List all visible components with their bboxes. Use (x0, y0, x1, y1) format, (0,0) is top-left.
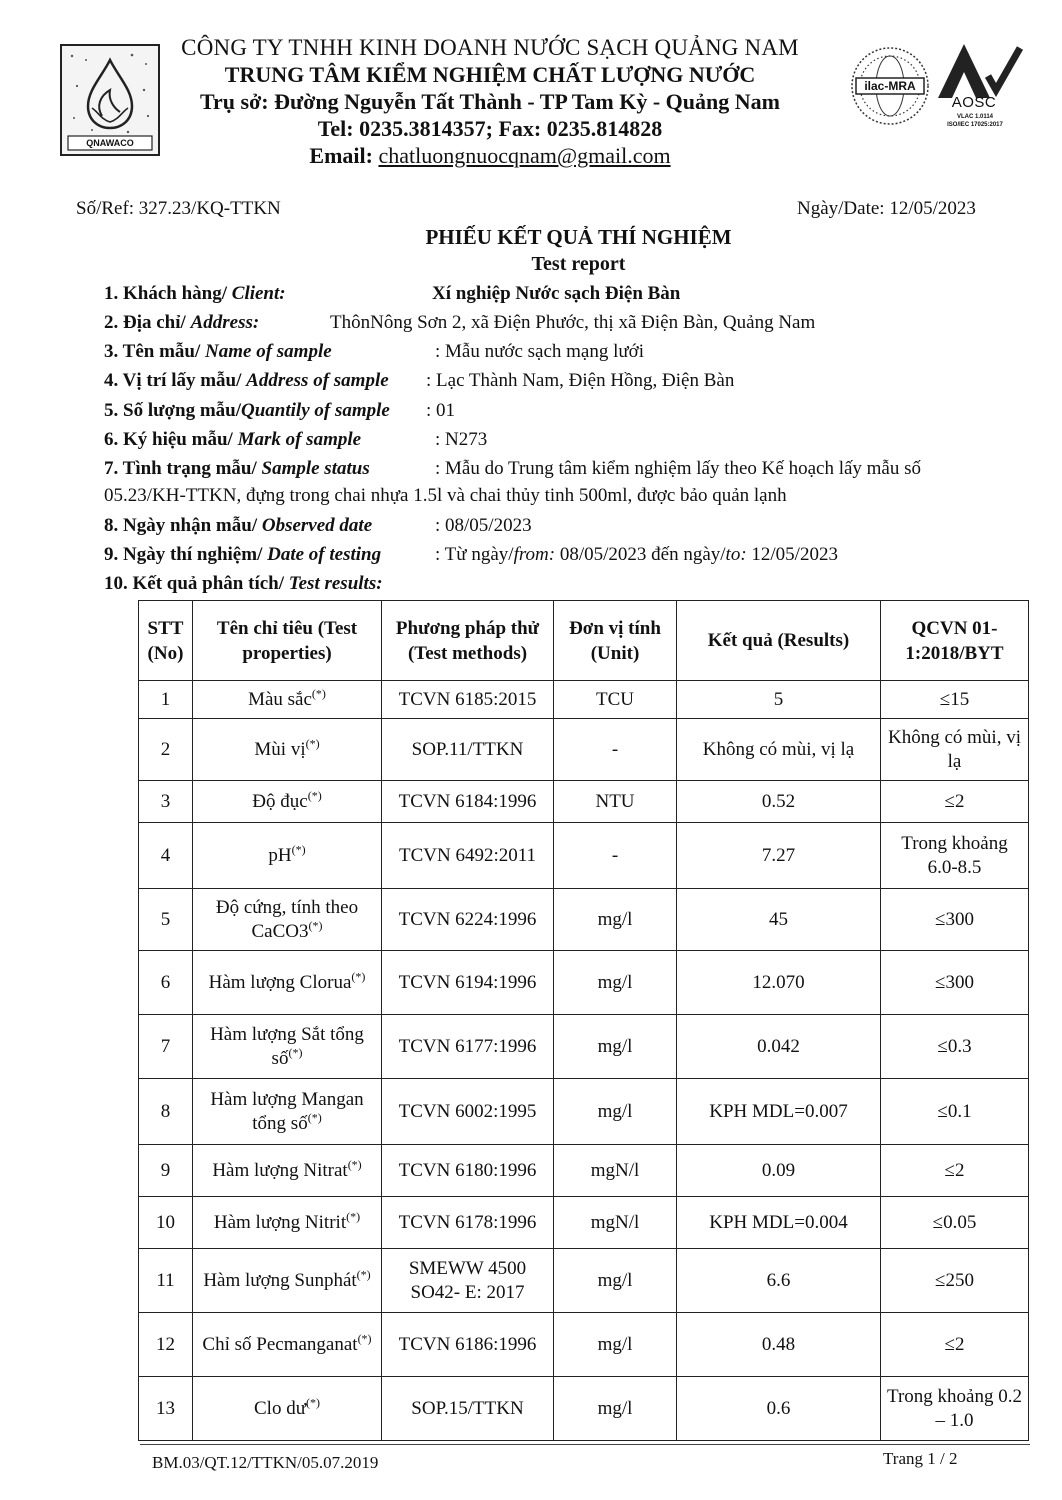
report-subtitle: Test report (531, 253, 626, 275)
table-row (139, 681, 1029, 719)
sample-name-label-en: Name of sample (205, 341, 332, 362)
cell-method (382, 1145, 554, 1197)
cell-name-text: Hàm lượng Clorua (208, 971, 352, 993)
cell-no-text: 11 (156, 1269, 175, 1291)
cell-method (382, 1079, 554, 1145)
letterhead (160, 34, 820, 169)
cell-method-text: TCVN 6186:1996 (398, 1333, 537, 1355)
accredited-marker: (*) (288, 1045, 303, 1060)
cell-unit-text: mgN/l (590, 1211, 640, 1233)
accredited-marker: (*) (351, 969, 366, 984)
cell-unit-text: - (611, 738, 619, 760)
info-address (104, 312, 816, 334)
received-value: : 08/05/2023 (435, 515, 532, 536)
cell-name (193, 1377, 382, 1441)
sample-name-value: : Mẫu nước sạch mạng lưới (435, 341, 645, 362)
client-value: Xí nghiệp Nước sạch Điện Bàn (432, 283, 681, 304)
table-row (139, 1377, 1029, 1441)
cell-name-text: Hàm lượng Sunphát (203, 1269, 357, 1291)
header-name (193, 601, 382, 681)
cell-unit (554, 1313, 677, 1377)
header-qcvn (881, 601, 1029, 681)
cell-method (382, 823, 554, 889)
testing-label: 9. Ngày thí nghiệm/ (104, 544, 268, 565)
cell-name-text: Hàm lượng Mangan tổng số (210, 1088, 364, 1134)
cell-method (382, 681, 554, 719)
cell-name (193, 889, 382, 951)
cell-name (193, 1145, 382, 1197)
received-label: 8. Ngày nhận mẫu/ (104, 515, 262, 536)
cell-unit-text: - (611, 844, 619, 866)
testing-label-en: Date of testing (267, 544, 382, 565)
aosc-triangle-icon (934, 40, 1024, 102)
cell-limit (881, 1145, 1029, 1197)
cell-result (677, 823, 881, 889)
cell-no-text: 7 (160, 1035, 171, 1057)
quantity-label: 5. Số lượng mẫu/ (104, 400, 242, 421)
results-table (138, 600, 1029, 1441)
cell-limit-text: ≤300 (935, 971, 974, 993)
accredited-marker: (*) (356, 1267, 371, 1282)
cell-name-text: Độ đục (252, 790, 308, 812)
cell-no (139, 1079, 193, 1145)
cell-unit (554, 681, 677, 719)
table-row (139, 1249, 1029, 1313)
footer-divider (140, 1444, 1030, 1445)
cell-result-text: 0.52 (761, 790, 796, 812)
page-number: Trang 1 / 2 (883, 1449, 958, 1468)
cell-limit (881, 823, 1029, 889)
cell-unit-text: mg/l (597, 1397, 633, 1419)
cell-no-text: 3 (160, 790, 171, 812)
table-row (139, 781, 1029, 823)
cell-method-text: TCVN 6177:1996 (398, 1035, 537, 1057)
cell-method-text: SOP.11/TTKN (411, 738, 524, 760)
cell-unit-text: mgN/l (590, 1159, 640, 1181)
table-row (139, 1313, 1029, 1377)
cell-method-text: TCVN 6492:2011 (398, 844, 537, 866)
cell-result-text: 6.6 (766, 1269, 791, 1291)
header-stt-text: STT (No) (147, 617, 184, 664)
testing-to-date: 12/05/2023 (746, 544, 838, 565)
cell-limit (881, 1079, 1029, 1145)
table-row (139, 823, 1029, 889)
reference-number: Số/Ref: 327.23/KQ-TTKN (76, 198, 281, 219)
email-label: Email: (309, 143, 379, 168)
form-code: BM.03/QT.12/TTKN/05.07.2019 (152, 1453, 379, 1472)
location-value: : Lạc Thành Nam, Điện Hồng, Điện Bàn (426, 370, 735, 391)
cell-result-text: 0.09 (761, 1159, 796, 1181)
header-method-text: Phương pháp thử (Test methods) (395, 617, 540, 664)
header-result-text: Kết quả (Results) (707, 630, 850, 651)
cell-unit-text: mg/l (597, 971, 633, 993)
accredited-marker: (*) (346, 1209, 361, 1224)
cell-result-text: 5 (773, 688, 784, 710)
info-mark (104, 429, 488, 451)
email-link[interactable]: chatluongnuocqnam@gmail.com (378, 143, 671, 168)
results-label-en: Test results: (288, 573, 383, 594)
cell-no (139, 781, 193, 823)
cell-name-text: Hàm lượng Sắt tổng số (210, 1023, 364, 1069)
cell-limit-text: ≤2 (944, 790, 965, 812)
accredited-marker: (*) (311, 686, 326, 701)
client-label: 1. Khách hàng/ (104, 283, 232, 304)
cell-unit (554, 1079, 677, 1145)
cell-limit-text: Không có mùi, vị lạ (888, 726, 1021, 772)
cell-limit-text: ≤2 (944, 1333, 965, 1355)
cell-method-text: TCVN 6002:1995 (398, 1100, 537, 1122)
results-body (139, 681, 1029, 1441)
report-date: Ngày/Date: 12/05/2023 (797, 198, 976, 219)
cell-result-text: Không có mùi, vị lạ (702, 738, 855, 760)
cell-result (677, 1145, 881, 1197)
cell-unit-text: mg/l (597, 1269, 633, 1291)
testing-to-label: to: (725, 544, 747, 565)
cell-name-text: pH (268, 844, 292, 866)
testing-from-date: 08/05/2023 đến ngày/ (555, 544, 726, 565)
header-result (677, 601, 881, 681)
mark-label: 6. Ký hiệu mẫu/ (104, 429, 238, 450)
cell-unit-text: NTU (595, 790, 635, 812)
accredited-marker: (*) (307, 788, 322, 803)
cell-limit (881, 1249, 1029, 1313)
cell-result (677, 1015, 881, 1079)
cell-unit (554, 1145, 677, 1197)
cell-no-text: 8 (160, 1100, 171, 1122)
accredited-marker: (*) (347, 1157, 362, 1172)
address-label: 2. Địa chỉ/ (104, 312, 191, 333)
location-label-en: Address of sample (246, 370, 389, 391)
cell-name (193, 1079, 382, 1145)
table-row (139, 719, 1029, 781)
cell-name (193, 681, 382, 719)
address-value: ThônNông Sơn 2, xã Điện Phước, thị xã Điện Bàn, Quảng Nam (330, 312, 816, 333)
cell-result (677, 1377, 881, 1441)
accredited-marker: (*) (357, 1331, 372, 1346)
email-line (160, 142, 820, 169)
header-stt (139, 601, 193, 681)
cell-limit (881, 719, 1029, 781)
cell-method (382, 1015, 554, 1079)
aosc-logo (934, 40, 1024, 136)
logo-caption: QNAWACO (86, 138, 134, 148)
cell-result (677, 719, 881, 781)
info-status (104, 458, 922, 480)
cell-method-text: TCVN 6224:1996 (398, 908, 537, 930)
cell-method (382, 781, 554, 823)
status-label: 7. Tình trạng mẫu/ (104, 458, 262, 479)
cell-limit-text: ≤250 (935, 1269, 974, 1291)
cell-unit-text: mg/l (597, 1100, 633, 1122)
cell-limit (881, 1015, 1029, 1079)
table-header-row (139, 601, 1029, 681)
info-sample-name (104, 341, 645, 363)
cell-no-text: 4 (160, 844, 171, 866)
cell-no-text: 13 (156, 1397, 175, 1419)
cell-no (139, 1197, 193, 1249)
cell-unit (554, 889, 677, 951)
cell-no (139, 1313, 193, 1377)
quantity-value: : 01 (426, 400, 456, 421)
cell-no (139, 1015, 193, 1079)
cell-method (382, 1249, 554, 1313)
sample-name-label: 3. Tên mẫu/ (104, 341, 206, 362)
ilac-text: ilac-MRA (864, 79, 916, 93)
cell-method (382, 1313, 554, 1377)
cell-result (677, 889, 881, 951)
table-row (139, 1197, 1029, 1249)
cell-method (382, 719, 554, 781)
company-logo (60, 44, 160, 156)
aosc-text: AOSC (951, 94, 997, 111)
cell-result (677, 681, 881, 719)
table-row (139, 889, 1029, 951)
header-method (382, 601, 554, 681)
cell-no-text: 12 (156, 1333, 175, 1355)
client-label-en: Client: (231, 283, 286, 304)
cell-name (193, 719, 382, 781)
status-value: : Mẫu do Trung tâm kiểm nghiệm lấy theo Kế hoạch lấy mẫu số (435, 458, 922, 479)
cell-method-text: TCVN 6185:2015 (398, 688, 537, 710)
cell-limit-text: Trong khoảng 0.2 – 1.0 (887, 1385, 1022, 1431)
cell-unit (554, 1197, 677, 1249)
phone-fax: Tel: 0235.3814357; Fax: 0235.814828 (317, 116, 663, 141)
testing-from-prefix: : Từ ngày/ (435, 544, 514, 565)
mark-label-en: Mark of sample (237, 429, 362, 450)
cell-limit (881, 681, 1029, 719)
header-unit (554, 601, 677, 681)
cell-no-text: 9 (160, 1159, 171, 1181)
cell-unit (554, 1377, 677, 1441)
cell-unit-text: mg/l (597, 908, 633, 930)
cell-result-text: KPH MDL=0.007 (709, 1100, 848, 1122)
cell-result (677, 951, 881, 1015)
cell-name (193, 951, 382, 1015)
info-client (104, 283, 681, 305)
cell-no-text: 2 (160, 738, 171, 760)
cell-name (193, 1313, 382, 1377)
cell-limit (881, 1377, 1029, 1441)
location-label: 4. Vị trí lấy mẫu/ (104, 370, 247, 391)
cell-method (382, 1197, 554, 1249)
cell-method-text: TCVN 6180:1996 (398, 1159, 537, 1181)
cell-unit (554, 951, 677, 1015)
cell-limit-text: ≤300 (935, 908, 974, 930)
ilac-mra-logo (848, 44, 932, 128)
info-sample-location (104, 370, 735, 392)
cell-no (139, 1145, 193, 1197)
cell-name-text: Hàm lượng Nitrit (213, 1211, 347, 1233)
cell-limit-text: ≤0.1 (937, 1100, 972, 1122)
cell-method-text: TCVN 6178:1996 (398, 1211, 537, 1233)
header-qcvn-text: QCVN 01-1:2018/BYT (905, 617, 1004, 664)
accredited-marker: (*) (305, 736, 320, 751)
cell-no (139, 823, 193, 889)
cell-limit (881, 1313, 1029, 1377)
cell-result-text: 45 (769, 908, 788, 930)
cell-result (677, 781, 881, 823)
cell-no (139, 951, 193, 1015)
mark-value: : N273 (435, 429, 488, 450)
info-results-heading (104, 573, 383, 595)
info-received-date (104, 515, 532, 537)
cell-method-text: TCVN 6194:1996 (398, 971, 537, 993)
cell-result-text: 7.27 (761, 844, 796, 866)
cell-no (139, 1377, 193, 1441)
cell-no (139, 1249, 193, 1313)
table-row (139, 1015, 1029, 1079)
accredited-marker: (*) (308, 918, 323, 933)
testing-value (435, 544, 838, 566)
cell-limit (881, 951, 1029, 1015)
center-name: TRUNG TÂM KIỂM NGHIỆM CHẤT LƯỢNG NƯỚC (224, 62, 756, 87)
cell-limit-text: Trong khoảng 6.0-8.5 (901, 832, 1008, 878)
cell-name-text: Chỉ số Pecmanganat (202, 1333, 358, 1355)
cell-result (677, 1197, 881, 1249)
cell-limit-text: ≤0.3 (937, 1035, 972, 1057)
accredited-marker: (*) (291, 842, 306, 857)
header-unit-text: Đơn vị tính (Unit) (569, 617, 661, 664)
cell-unit (554, 1249, 677, 1313)
cell-no (139, 719, 193, 781)
cell-name (193, 823, 382, 889)
info-testing-date (104, 544, 838, 566)
cell-limit-text: ≤0.05 (932, 1211, 977, 1233)
cell-limit-text: ≤2 (944, 1159, 965, 1181)
cell-unit-text: mg/l (597, 1035, 633, 1057)
cell-name (193, 1249, 382, 1313)
cell-result-text: 12.070 (752, 971, 805, 993)
cell-method-text: SOP.15/TTKN (411, 1397, 524, 1419)
cell-result-text: 0.48 (761, 1333, 796, 1355)
table-row (139, 951, 1029, 1015)
aosc-vlac: VLAC 1.0114 (956, 114, 994, 120)
cell-limit-text: ≤15 (939, 688, 970, 710)
cell-method (382, 951, 554, 1015)
company-name: CÔNG TY TNHH KINH DOANH NƯỚC SẠCH QUẢNG NAM (181, 35, 799, 60)
cell-unit-text: mg/l (597, 1333, 633, 1355)
cell-method (382, 889, 554, 951)
cell-method-text: TCVN 6184:1996 (398, 790, 537, 812)
cell-name (193, 1197, 382, 1249)
cell-result-text: 0.6 (766, 1397, 791, 1419)
cell-no-text: 10 (156, 1211, 175, 1233)
aosc-iso: ISO/IEC 17025:2017 (947, 122, 1003, 128)
cell-no (139, 889, 193, 951)
cell-no-text: 6 (160, 971, 171, 993)
cell-result (677, 1249, 881, 1313)
info-quantity (104, 400, 456, 422)
cell-method-text: SMEWW 4500 SO42- E: 2017 (408, 1257, 527, 1303)
quantity-label-en: Quantily of sample (241, 400, 390, 421)
address-label-en: Address: (190, 312, 260, 333)
cell-name-text: Hàm lượng Nitrat (212, 1159, 348, 1181)
cell-name-text: Màu sắc (248, 688, 312, 710)
cell-name (193, 1015, 382, 1079)
cell-unit-text: TCU (596, 688, 634, 710)
report-title: PHIẾU KẾT QUẢ THÍ NGHIỆM (425, 225, 732, 249)
accredited-marker: (*) (306, 1395, 320, 1410)
cell-method (382, 1377, 554, 1441)
status-value-continued: 05.23/KH-TTKN, đựng trong chai nhựa 1.5l và chai thủy tinh 500ml, được bảo quản lạnh (104, 485, 787, 506)
cell-name (193, 781, 382, 823)
cell-no (139, 681, 193, 719)
cell-result-text: 0.042 (757, 1035, 800, 1057)
cell-name-text: Độ cứng, tính theo CaCO3 (215, 896, 359, 942)
cell-limit (881, 1197, 1029, 1249)
cell-result (677, 1079, 881, 1145)
cell-name-text: Mùi vị (254, 738, 306, 760)
cell-no-text: 1 (160, 688, 171, 710)
cell-unit (554, 1015, 677, 1079)
cell-limit (881, 781, 1029, 823)
table-row (139, 1079, 1029, 1145)
cell-unit (554, 781, 677, 823)
cell-limit (881, 889, 1029, 951)
cell-result (677, 1313, 881, 1377)
testing-from-label: from: (513, 544, 556, 565)
received-label-en: Observed date (261, 515, 373, 536)
status-label-en: Sample status (261, 458, 370, 479)
head-office-address: Trụ sở: Đường Nguyễn Tất Thành - TP Tam Kỳ - Quảng Nam (200, 89, 780, 114)
header-name-text: Tên chỉ tiêu (Test properties) (216, 617, 358, 664)
cell-name-text: Clo dư (254, 1397, 306, 1419)
cell-unit (554, 719, 677, 781)
table-row (139, 1145, 1029, 1197)
cell-no-text: 5 (160, 908, 171, 930)
accredited-marker: (*) (307, 1110, 322, 1125)
cell-unit (554, 823, 677, 889)
cell-result-text: KPH MDL=0.004 (709, 1211, 848, 1233)
results-label: 10. Kết quả phân tích/ (104, 573, 289, 594)
